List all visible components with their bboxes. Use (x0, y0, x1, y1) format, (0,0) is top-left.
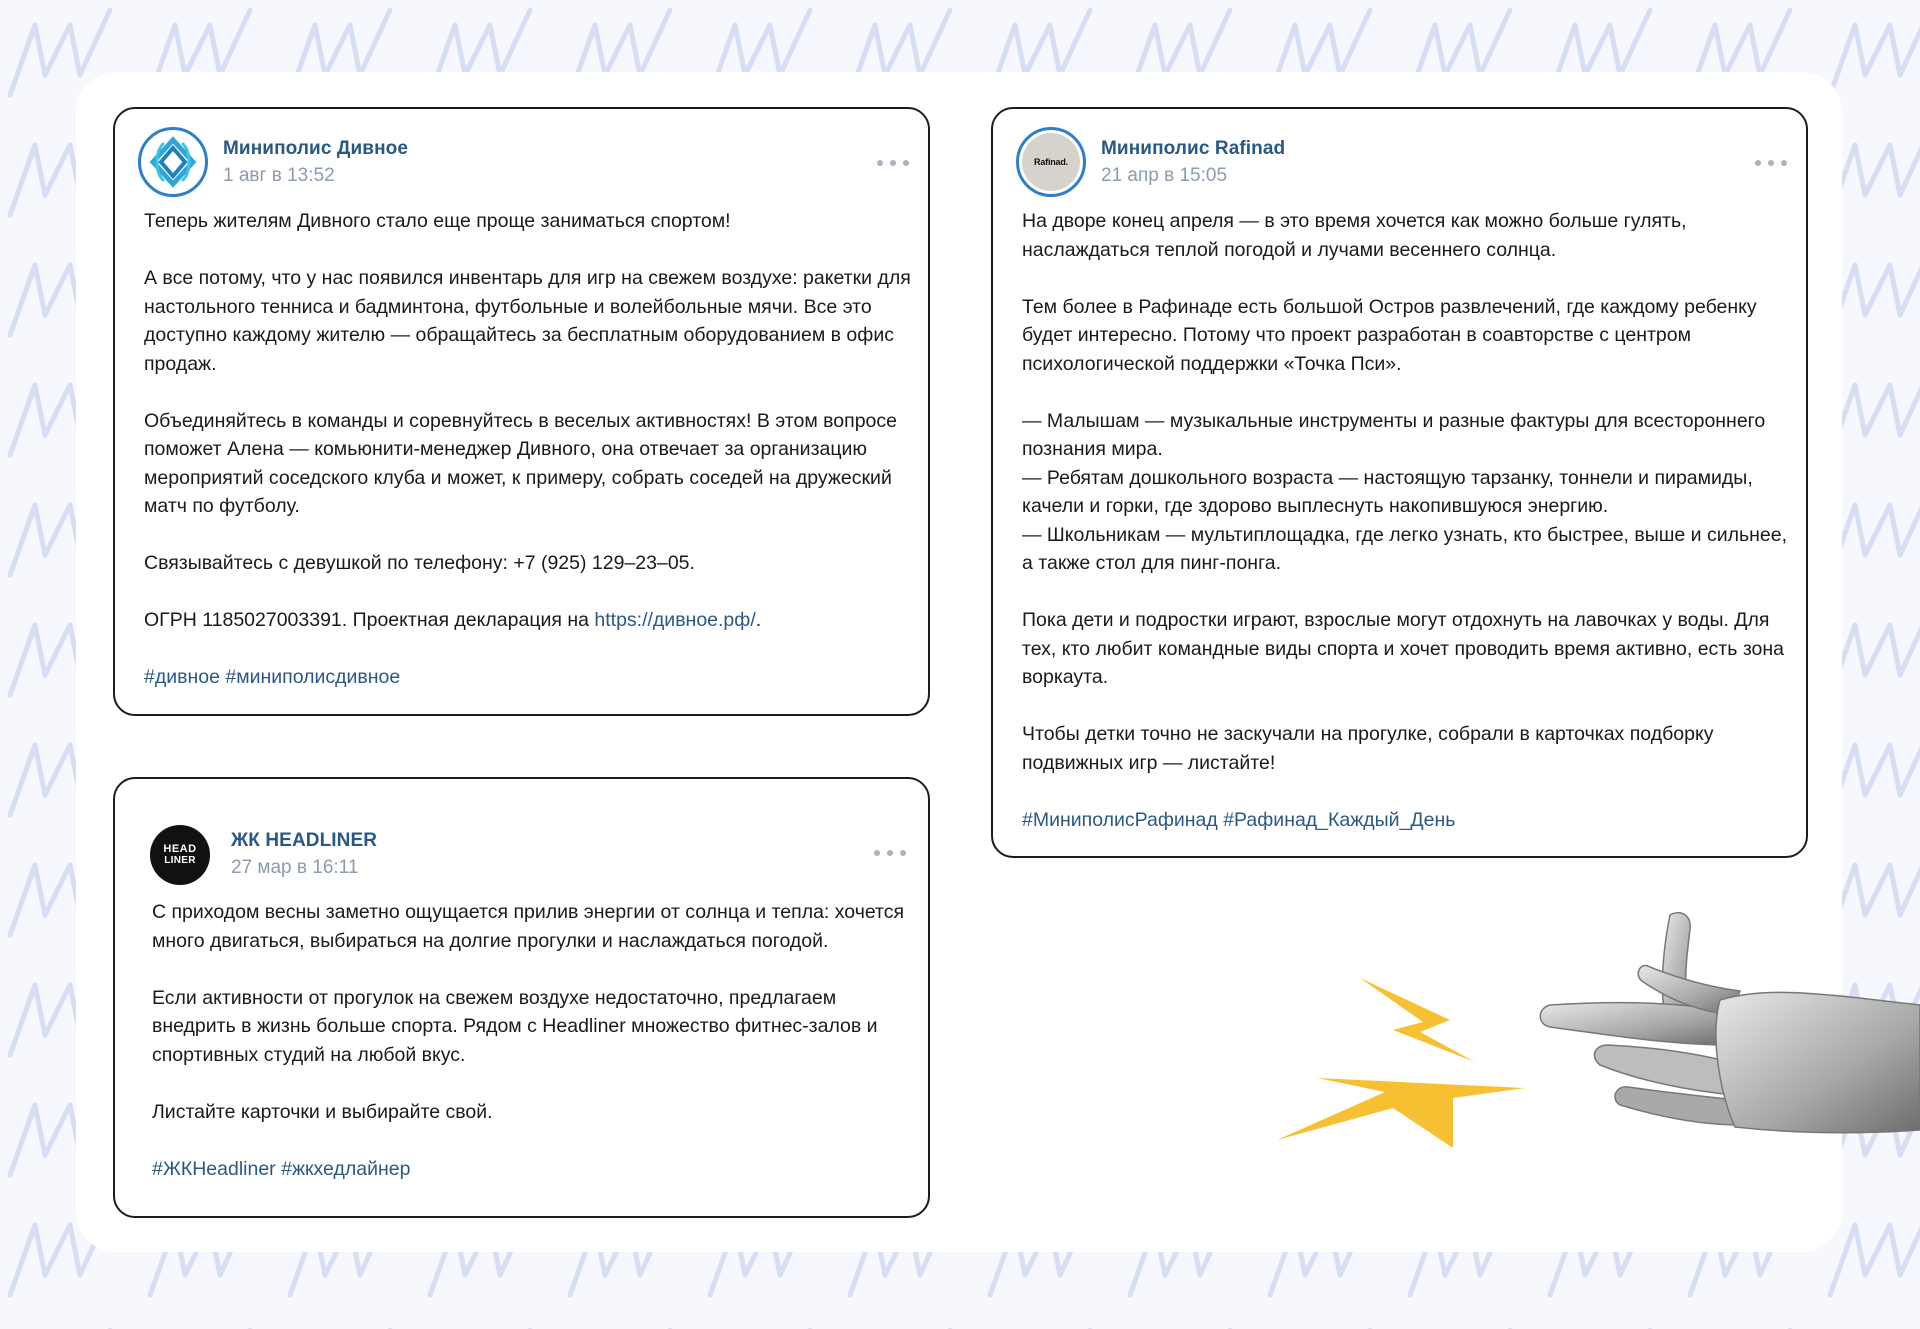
paragraph: На дворе конец апреля — в это время хочется как можно больше гулять, наслаждаться теплой погодой и лучами весеннего солнца. (1022, 210, 1687, 261)
paragraph: Если активности от прогулок на свежем воздухе недостаточно, предлагаем внедрить в жизнь больше спорта. Рядом с Headliner множество фитнес-залов и спортивных студий на любой вкус. (152, 986, 878, 1066)
paragraph: Связывайтесь с девушкой по телефону: +7 (925) 129–23–05. (144, 552, 695, 574)
hashtag[interactable]: #жкхедлайнер (281, 1157, 411, 1180)
paragraph: Пока дети и подростки играют, взрослые могут отдохнуть на лавочках у воды. Для тех, кто любит командные виды спорта и хочет проводить время активно, есть зона воркаута. (1022, 609, 1784, 688)
post-headliner (113, 777, 930, 1218)
rafinad-logo (1022, 133, 1080, 191)
post-text (152, 898, 912, 1183)
avatar[interactable] (150, 825, 210, 885)
hashtags (144, 663, 914, 692)
paragraph: Листайте карточки и выбирайте свой. (152, 1100, 493, 1123)
hand-icon (1530, 905, 1920, 1150)
post-date[interactable]: 1 авг в 13:52 (223, 165, 335, 186)
hashtag[interactable]: #МиниполисРафинад (1022, 808, 1218, 831)
paragraph: — Малышам — музыкальные инструменты и разные фактуры для всестороннего познания мира. (1022, 409, 1766, 460)
author-name[interactable]: Миниполис Rafinad (1101, 138, 1286, 159)
author-name[interactable]: Миниполис Дивное (223, 138, 409, 159)
rafinad-logo-text: Rafinad. (1034, 157, 1068, 167)
post-text (1022, 207, 1792, 834)
post-rafinad (991, 107, 1808, 858)
paragraph: С приходом весны заметно ощущается прилив энергии от солнца и тепла: хочется много двигаться, выбираться на долгие прогулки и наслаждаться погодой. (152, 901, 905, 952)
paragraph: — Школьникам — мультиплощадка, где легко узнать, кто быстрее, выше и сильнее, а также стол для пинг-понга. (1022, 523, 1788, 574)
site-link[interactable]: https://дивное.рф/ (594, 609, 756, 631)
post-date[interactable]: 27 мар в 16:11 (231, 857, 359, 878)
hashtag[interactable]: #миниполисдивное (225, 666, 401, 688)
hashtags (1022, 806, 1792, 835)
headliner-logo-text: LINER (164, 855, 196, 866)
paragraph: Чтобы детки точно не заскучали на прогулке, собрали в карточках подборку подвижных игр — листайте! (1022, 723, 1714, 774)
paragraph: Тем более в Рафинаде есть большой Остров развлечений, где каждому ребенку будет интересно. Потому что проект разработан в соавторстве с центром психологической поддержки «Точка Пси». (1022, 295, 1757, 375)
hashtag[interactable]: #ЖКHeadliner (152, 1157, 276, 1180)
more-options-icon[interactable] (1755, 156, 1787, 170)
avatar[interactable] (1016, 127, 1086, 197)
paragraph: Объединяйтесь в команды и соревнуйтесь в веселых активностях! В этом вопросе поможет Алена — комьюнити-менеджер Дивного, она отвечает за организацию мероприятий соседского клуба и может, к примеру, собрать соседей на дружеский матч по футболу. (144, 409, 897, 517)
hashtag[interactable]: #Рафинад_Каждый_День (1223, 808, 1456, 831)
author-name[interactable]: ЖК HEADLINER (231, 830, 378, 851)
headliner-logo-text: HEAD (163, 843, 197, 855)
ogrn-text: ОГРН 1185027003391. Проектная декларация на (144, 609, 595, 631)
divnoe-logo-icon (141, 130, 205, 194)
post-divnoe (113, 107, 930, 716)
avatar[interactable] (138, 127, 208, 197)
paragraph: — Ребятам дошкольного возраста — настоящую тарзанку, тоннели и пирамиды, качели и горки, где здорово выплеснуть накопившуюся энергию. (1022, 466, 1753, 517)
paragraph: А все потому, что у нас появился инвентарь для игр на свежем воздухе: ракетки для настольного тенниса и бадминтона, футбольные и волейбольные мячи. Все это доступно каждому жителю — обращайтесь за бесплатным оборудованием в офис продаж. (144, 267, 911, 375)
more-options-icon[interactable] (877, 156, 909, 170)
hashtags (152, 1155, 912, 1184)
paragraph: Теперь жителям Дивного стало еще проще заниматься спортом! (144, 210, 731, 232)
link-suffix: . (755, 609, 762, 631)
hashtag[interactable]: #дивное (144, 666, 220, 688)
more-options-icon[interactable] (874, 846, 906, 860)
lightning-icon (1275, 970, 1535, 1170)
paragraph (144, 606, 914, 635)
post-date[interactable]: 21 апр в 15:05 (1101, 165, 1228, 186)
post-text (144, 207, 914, 692)
